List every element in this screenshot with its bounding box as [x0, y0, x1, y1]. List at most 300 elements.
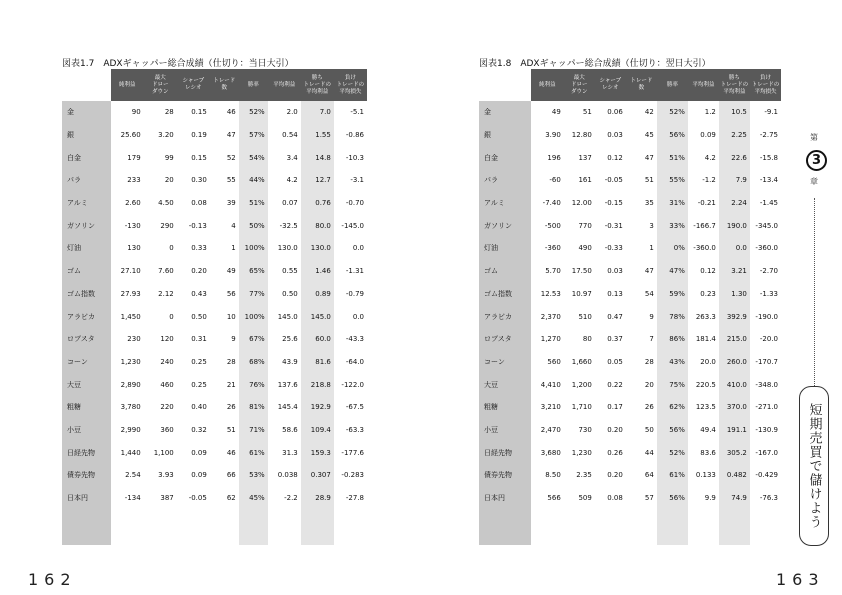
table-cell: 0.0 [352, 244, 364, 253]
table-cell: -13.4 [759, 176, 778, 185]
table-cell: 75% [657, 373, 688, 396]
table-cell: 145.0 [301, 305, 334, 328]
table-cell: 0.50 [282, 289, 298, 298]
table-cell: 123.5 [695, 403, 716, 412]
table-cell: 0.50 [191, 312, 207, 321]
table-cell: 0.76 [301, 192, 334, 215]
table-cell: 50% [239, 214, 268, 237]
table-cell: 192.9 [301, 396, 334, 419]
table-cell: 566 [547, 494, 561, 503]
chapter-title: 短期売買で儲けよう [799, 386, 829, 546]
table-cell: 9 [649, 312, 654, 321]
table-cell: 3,780 [120, 403, 141, 412]
table-cell: 220 [160, 403, 174, 412]
table-cell: 0.0 [719, 237, 750, 260]
table-cell: -0.429 [755, 471, 778, 480]
table-cell: -500 [544, 221, 561, 230]
table-cell: 290 [160, 221, 174, 230]
table-cell: 26 [226, 403, 236, 412]
table-cell: 0.20 [607, 471, 623, 480]
table-row [62, 441, 367, 464]
table-cell: -130 [124, 221, 141, 230]
table-cell: 0.03 [607, 267, 623, 276]
column-header: トレード 数 [626, 69, 657, 101]
table-cell: 35 [644, 199, 654, 208]
table-cell: 460 [160, 380, 174, 389]
table-row [62, 328, 367, 351]
commodity-name: 債券先物 [479, 464, 531, 487]
table-cell: 10.97 [571, 289, 592, 298]
table-cell: -2.75 [759, 131, 778, 140]
table-cell: 0.09 [191, 448, 207, 457]
table-cell: 0.13 [607, 289, 623, 298]
table-cell: 181.4 [695, 335, 716, 344]
table-cell: 7 [649, 335, 654, 344]
table-cell: 20 [164, 176, 174, 185]
table-row [62, 487, 367, 510]
table-cell: 71% [239, 419, 268, 442]
column-header: 勝ち トレードの 平均利益 [301, 69, 334, 101]
table-cell: 81% [239, 396, 268, 419]
table-cell: -134 [124, 494, 141, 503]
table-cell: 1,270 [540, 335, 561, 344]
table-cell: 260.0 [719, 351, 750, 374]
table-cell: 7.0 [301, 101, 334, 124]
table-cell: -9.1 [764, 108, 778, 117]
table-row [62, 260, 367, 283]
table-cell: 27.10 [120, 267, 141, 276]
table-cell: 25.6 [282, 335, 298, 344]
table-cell: 0.37 [607, 335, 623, 344]
table-cell: 77% [239, 283, 268, 306]
table-row [479, 419, 781, 442]
table-cell: 770 [578, 221, 592, 230]
table-cell: 0.12 [607, 153, 623, 162]
commodity-name: アラビカ [62, 305, 111, 328]
commodity-name: ガソリン [479, 214, 531, 237]
table-cell: 51 [582, 108, 592, 117]
column-header: 純利益 [111, 69, 144, 101]
table-cell: 0.17 [607, 403, 623, 412]
table-cell: 145.0 [277, 312, 298, 321]
table-cell: 46 [226, 108, 236, 117]
table-cell: 3.90 [545, 131, 561, 140]
table-cell: -1.45 [759, 199, 778, 208]
table-cell: 64 [644, 471, 654, 480]
table-cell: 1,710 [571, 403, 592, 412]
table-cell: 60.0 [301, 328, 334, 351]
table-cell: 51 [644, 176, 654, 185]
table-row [479, 124, 781, 147]
table-cell: 0.09 [700, 131, 716, 140]
table-cell: 9 [231, 335, 236, 344]
commodity-name: 白金 [479, 146, 531, 169]
table-cell: -10.3 [345, 153, 364, 162]
commodity-name: 債券先物 [62, 464, 111, 487]
table-cell: 0.26 [607, 448, 623, 457]
table-cell: 137.6 [277, 380, 298, 389]
commodity-name: 大豆 [479, 373, 531, 396]
commodity-name: 白金 [62, 146, 111, 169]
table-cell: 1.55 [301, 124, 334, 147]
table-cell: 1,660 [571, 357, 592, 366]
table-header-row [479, 69, 781, 101]
table-cell: -2.2 [284, 494, 298, 503]
table-cell: -64.0 [345, 357, 364, 366]
table-cell: 21 [226, 380, 236, 389]
commodity-name: ゴム指数 [479, 283, 531, 306]
table-cell: 218.8 [301, 373, 334, 396]
table-filler-row [62, 509, 367, 545]
commodity-name: 粗糖 [479, 396, 531, 419]
table-cell: 0.482 [719, 464, 750, 487]
table-cell: 2,990 [120, 425, 141, 434]
table-cell: 28 [644, 357, 654, 366]
table-filler-row [479, 509, 781, 545]
table-row [479, 373, 781, 396]
table-cell: 3.93 [158, 471, 174, 480]
table-cell: 0.25 [191, 357, 207, 366]
commodity-name: 灯油 [62, 237, 111, 260]
table-cell: -271.0 [755, 403, 778, 412]
table-cell: -5.1 [350, 108, 364, 117]
table-cell: 3.20 [158, 131, 174, 140]
table-cell: -145.0 [341, 221, 364, 230]
table-cell: -0.70 [345, 199, 364, 208]
empty-cell [62, 509, 111, 545]
table-cell: 47 [226, 131, 236, 140]
table-cell: -0.05 [188, 494, 207, 503]
table-cell: 2,890 [120, 380, 141, 389]
table-row [479, 214, 781, 237]
table-cell: 26 [644, 403, 654, 412]
empty-cell [595, 509, 626, 545]
table-cell: 190.0 [719, 214, 750, 237]
table-cell: 65% [239, 260, 268, 283]
table-cell: 2,470 [540, 425, 561, 434]
table-cell: 2.60 [125, 199, 141, 208]
table-cell: 45% [239, 487, 268, 510]
table-cell: 14.8 [301, 146, 334, 169]
header-corner [62, 69, 111, 101]
table-cell: 130.0 [301, 237, 334, 260]
table-cell: -0.31 [604, 221, 623, 230]
table-cell: 191.1 [719, 419, 750, 442]
commodity-name: 日本円 [479, 487, 531, 510]
table-cell: -345.0 [755, 221, 778, 230]
table-cell: 0.08 [191, 199, 207, 208]
table-cell: 20.0 [700, 357, 716, 366]
table-cell: 3.21 [719, 260, 750, 283]
table-row [479, 283, 781, 306]
table-row [62, 351, 367, 374]
table-row [62, 419, 367, 442]
table-cell: 120 [160, 335, 174, 344]
table-cell: 159.3 [301, 441, 334, 464]
table-cell: -130.9 [755, 425, 778, 434]
table-cell: 66 [226, 471, 236, 480]
table-cell: -67.5 [345, 403, 364, 412]
column-header: 平均利益 [268, 69, 301, 101]
table-cell: 20 [644, 380, 654, 389]
table-cell: 59% [657, 283, 688, 306]
table-cell: 46 [226, 448, 236, 457]
table-cell: 28 [226, 357, 236, 366]
table-row [62, 373, 367, 396]
right-results-table [479, 69, 781, 545]
table-cell: 52% [239, 101, 268, 124]
table-cell: 0.15 [191, 153, 207, 162]
table-row [62, 214, 367, 237]
table-cell: -348.0 [755, 380, 778, 389]
table-cell: 52% [657, 101, 688, 124]
table-cell: 28.9 [301, 487, 334, 510]
table-cell: -63.3 [345, 425, 364, 434]
table-cell: 47% [657, 260, 688, 283]
table-cell: 1.46 [301, 260, 334, 283]
chapter-tab [799, 128, 831, 553]
table-cell: 33% [657, 214, 688, 237]
table-cell: 410.0 [719, 373, 750, 396]
table-cell: 51% [657, 146, 688, 169]
commodity-name: 粗糖 [62, 396, 111, 419]
table-cell: 0 [169, 244, 174, 253]
table-cell: 0.09 [191, 471, 207, 480]
table-cell: 0.30 [191, 176, 207, 185]
table-cell: 56 [226, 289, 236, 298]
table-cell: 0.23 [700, 289, 716, 298]
table-cell: 0.20 [191, 267, 207, 276]
table-cell: 145.4 [277, 403, 298, 412]
empty-cell [626, 509, 657, 545]
column-header: 平均利益 [688, 69, 719, 101]
page-number-left: 162 [28, 570, 77, 589]
commodity-name: パラ [479, 169, 531, 192]
table-cell: -1.2 [702, 176, 716, 185]
chapter-number-badge: 3 [806, 150, 827, 171]
commodity-name: 日経先物 [62, 441, 111, 464]
table-cell: 3.4 [286, 153, 298, 162]
table-row [62, 124, 367, 147]
table-row [479, 328, 781, 351]
table-cell: 54% [239, 146, 268, 169]
table-cell: 1 [649, 244, 654, 253]
table-cell: -0.33 [604, 244, 623, 253]
table-cell: 3,680 [540, 448, 561, 457]
commodity-name: アルミ [479, 192, 531, 215]
table-cell: 0.07 [282, 199, 298, 208]
table-cell: 370.0 [719, 396, 750, 419]
table-cell: 45 [644, 131, 654, 140]
table-cell: 240 [160, 357, 174, 366]
commodity-name: コーン [62, 351, 111, 374]
commodity-name: ゴム指数 [62, 283, 111, 306]
table-cell: 2.35 [576, 471, 592, 480]
empty-cell [268, 509, 301, 545]
table-cell: 0.15 [191, 108, 207, 117]
header-corner [479, 69, 531, 101]
table-cell: 4,410 [540, 380, 561, 389]
table-cell: 0.47 [607, 312, 623, 321]
table-cell: 130 [127, 244, 141, 253]
table-cell: 10 [226, 312, 236, 321]
table-cell: -360.0 [693, 244, 716, 253]
table-cell: 2.0 [286, 108, 298, 117]
table-row [479, 351, 781, 374]
commodity-name: アルミ [62, 192, 111, 215]
table-cell: 86% [657, 328, 688, 351]
table-cell: 0.43 [191, 289, 207, 298]
table-cell: 130.0 [277, 244, 298, 253]
empty-cell [750, 509, 781, 545]
table-cell: 27.93 [120, 289, 141, 298]
table-cell: 360 [160, 425, 174, 434]
table-header-row [62, 69, 367, 101]
table-row [479, 169, 781, 192]
table-cell: 12.80 [571, 131, 592, 140]
table-cell: 263.3 [695, 312, 716, 321]
table-cell: 0.54 [282, 131, 298, 140]
table-cell: 53% [239, 464, 268, 487]
table-cell: 25.60 [120, 131, 141, 140]
table-cell: -15.8 [759, 153, 778, 162]
table-cell: 215.0 [719, 328, 750, 351]
table-cell: 56% [657, 419, 688, 442]
right-table-caption: 図表1.8 ADXギャッパー総合成績（仕切り：翌日大引） [479, 59, 711, 69]
table-cell: 0.33 [191, 244, 207, 253]
table-cell: 83.6 [700, 448, 716, 457]
table-cell: -0.05 [604, 176, 623, 185]
table-row [62, 237, 367, 260]
table-cell: 1 [231, 244, 236, 253]
table-cell: -0.21 [697, 199, 716, 208]
table-cell: 51 [226, 425, 236, 434]
table-cell: 2.25 [719, 124, 750, 147]
empty-cell [479, 509, 531, 545]
table-cell: 0.40 [191, 403, 207, 412]
table-cell: 0.307 [301, 464, 334, 487]
commodity-name: 灯油 [479, 237, 531, 260]
table-cell: 55 [226, 176, 236, 185]
table-cell: -177.6 [341, 448, 364, 457]
column-header: シャープ レシオ [177, 69, 210, 101]
table-cell: 1,230 [571, 448, 592, 457]
table-cell: 1.30 [719, 283, 750, 306]
table-row [479, 237, 781, 260]
table-cell: -166.7 [693, 221, 716, 230]
table-cell: -0.15 [604, 199, 623, 208]
table-cell: 0.32 [191, 425, 207, 434]
table-cell: 387 [160, 494, 174, 503]
table-cell: 5.70 [545, 267, 561, 276]
table-row [62, 464, 367, 487]
table-cell: 2.12 [158, 289, 174, 298]
table-cell: 55% [657, 169, 688, 192]
table-row [479, 441, 781, 464]
column-header: トレード 数 [210, 69, 239, 101]
table-cell: -32.5 [279, 221, 298, 230]
table-row [479, 101, 781, 124]
column-header: 最大 ドロー ダウン [564, 69, 595, 101]
table-cell: -190.0 [755, 312, 778, 321]
empty-cell [144, 509, 177, 545]
empty-cell [210, 509, 239, 545]
table-cell: 50 [644, 425, 654, 434]
table-cell: 196 [547, 153, 561, 162]
table-cell: 2.24 [719, 192, 750, 215]
table-cell: 100% [239, 237, 268, 260]
column-header: 負け トレードの 平均損失 [334, 69, 367, 101]
table-cell: 0.22 [607, 380, 623, 389]
table-cell: 17.50 [571, 267, 592, 276]
table-cell: 137 [578, 153, 592, 162]
table-cell: 52% [657, 441, 688, 464]
table-cell: -0.79 [345, 289, 364, 298]
table-cell: 42 [644, 108, 654, 117]
table-cell: 61% [239, 441, 268, 464]
table-cell: -0.86 [345, 131, 364, 140]
table-cell: -7.40 [542, 199, 561, 208]
table-row [62, 283, 367, 306]
commodity-name: 日経先物 [479, 441, 531, 464]
commodity-name: 小豆 [62, 419, 111, 442]
table-row [62, 169, 367, 192]
table-cell: 10.5 [719, 101, 750, 124]
commodity-name: ロブスタ [479, 328, 531, 351]
table-cell: -0.13 [188, 221, 207, 230]
commodity-name: コーン [479, 351, 531, 374]
empty-cell [334, 509, 367, 545]
table-cell: -360.0 [755, 244, 778, 253]
table-cell: 12.00 [571, 199, 592, 208]
table-cell: -360 [544, 244, 561, 253]
table-cell: 0.038 [277, 471, 298, 480]
column-header: 負け トレードの 平均損失 [750, 69, 781, 101]
table-cell: 68% [239, 351, 268, 374]
table-cell: 109.4 [301, 419, 334, 442]
empty-cell [239, 509, 268, 545]
table-cell: 7.9 [719, 169, 750, 192]
table-cell: 57% [239, 124, 268, 147]
commodity-name: ゴム [479, 260, 531, 283]
table-row [62, 396, 367, 419]
table-row [62, 305, 367, 328]
commodity-name: 金 [479, 101, 531, 124]
table-cell: 12.7 [301, 169, 334, 192]
table-row [479, 487, 781, 510]
table-cell: -0.283 [341, 471, 364, 480]
commodity-name: 銀 [62, 124, 111, 147]
column-header: 勝率 [239, 69, 268, 101]
table-cell: 67% [239, 328, 268, 351]
table-cell: 161 [578, 176, 592, 185]
table-cell: 3,210 [540, 403, 561, 412]
commodity-name: ゴム [62, 260, 111, 283]
table-cell: 233 [127, 176, 141, 185]
table-cell: 28 [164, 108, 174, 117]
commodity-name: 大豆 [62, 373, 111, 396]
table-cell: -27.8 [345, 494, 364, 503]
table-cell: -1.33 [759, 289, 778, 298]
table-cell: 7.60 [158, 267, 174, 276]
table-cell: 80.0 [301, 214, 334, 237]
empty-cell [301, 509, 334, 545]
table-cell: 0.08 [607, 494, 623, 503]
table-cell: 4 [231, 221, 236, 230]
table-cell: 730 [578, 425, 592, 434]
commodity-name: 小豆 [479, 419, 531, 442]
table-row [62, 146, 367, 169]
